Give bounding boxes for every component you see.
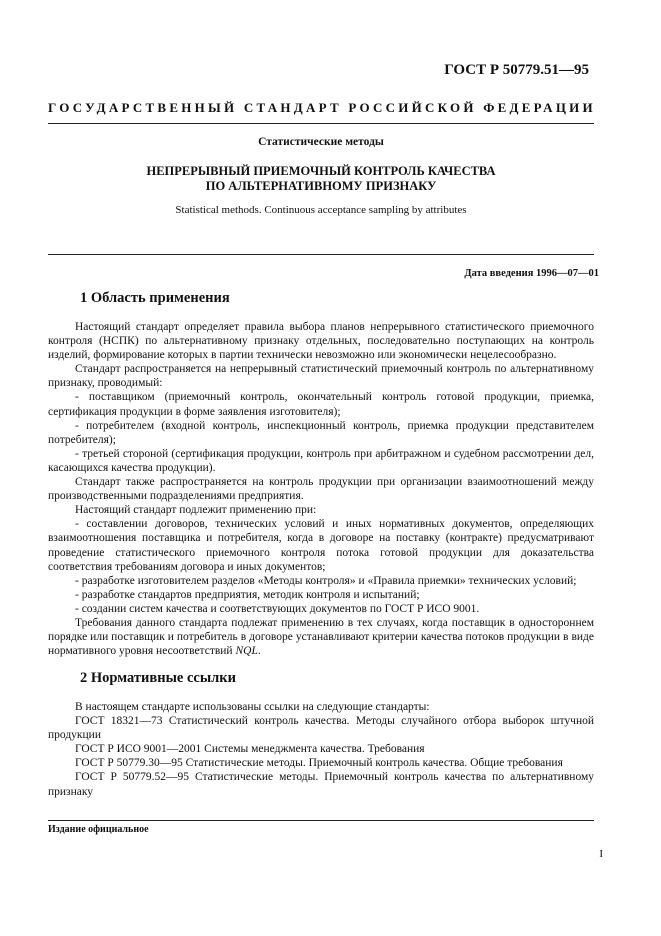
list-item: - создании систем качества и соответствующих документов по ГОСТ Р ИСО 9001. — [75, 602, 480, 615]
document-title — [48, 164, 594, 194]
header-bottom-rule — [48, 254, 594, 255]
top-rule — [48, 123, 594, 124]
list-item: - третьей стороной (сертификация продукции, контроль при арбитражном и судебном рассмотрении дел, касающихся качества продукции). — [48, 447, 594, 474]
reference-item: ГОСТ Р 50779.52—95 Статистические методы. Приемочный контроль качества по альтернативному признаку — [48, 771, 594, 798]
nql-period: . — [257, 645, 261, 658]
reference-item: ГОСТ Р ИСО 9001—2001 Системы менеджмента качества. Требования — [75, 743, 425, 756]
section-1-body — [48, 320, 594, 658]
section-2-heading: 2 Нормативные ссылки — [80, 670, 236, 686]
list-item: - потребителем (входной контроль, инспекционный контроль, приемка продукции представителем потребителя); — [48, 419, 594, 446]
paragraph-nql — [48, 616, 594, 658]
paragraph: Стандарт также распространяется на контроль продукции при организации взаимоотношений между производственными подразделениями предприятия. — [48, 476, 594, 503]
introduction-date: Дата введения 1996—07—01 — [464, 268, 599, 279]
paragraph: Настоящий стандарт подлежит применению при: — [75, 504, 317, 517]
list-item: - поставщиком (приемочный контроль, окончательный контроль готовой продукции, приемка, сертификация продукции в форме заявления изготовителя); — [48, 391, 594, 418]
official-edition-note: Издание официальное — [48, 824, 149, 835]
title-line-1: НЕПРЕРЫВНЫЙ ПРИЕМОЧНЫЙ КОНТРОЛЬ КАЧЕСТВА — [146, 164, 496, 178]
title-line-2: ПО АЛЬТЕРНАТИВНОМУ ПРИЗНАКУ — [205, 179, 437, 193]
list-item: - разработке изготовителем разделов «Методы контроля» и «Правила приемки» технических условий; — [75, 574, 577, 587]
standard-code: ГОСТ Р 50779.51—95 — [444, 62, 589, 78]
section-1-heading: 1 Область применения — [80, 290, 230, 306]
english-title: Statistical methods. Continuous acceptance sampling by attributes — [175, 204, 467, 216]
list-item: - составлении договоров, технических условий и иных нормативных документов, определяющих взаимоотношения поставщика и потребителя, когда в договоре на поставку (контракте) предусматривают проведение статистического приемочного контроля потока готовой продукции для доказательства соответствия требованиям договора и иных документов; — [48, 518, 594, 573]
nql-sentence: Требования данного стандарта подлежат применению в тех случаях, когда поставщик в одностороннем порядке или поставщик и потребитель в договоре устанавливают критерии качества потоков продукции в виде нормативного уровня несоответствий — [48, 616, 594, 658]
reference-item: ГОСТ 18321—73 Статистический контроль качества. Методы случайного отбора выборок штучной продукции — [48, 715, 594, 742]
footer-rule — [48, 820, 594, 821]
gov-standard-line: ГОСУДАРСТВЕННЫЙ СТАНДАРТ РОССИЙСКОЙ ФЕДЕРАЦИИ — [48, 100, 596, 115]
paragraph: В настоящем стандарте использованы ссылки на следующие стандарты: — [75, 701, 430, 713]
nql-term: NQL — [235, 645, 258, 658]
page-number: I — [599, 848, 603, 860]
reference-item: ГОСТ Р 50779.30—95 Статистические методы. Приемочный контроль качества. Общие требования — [75, 757, 563, 770]
paragraph: Настоящий стандарт определяет правила выбора планов непрерывного статистического приемочного контроля (НСПК) по альтернативному признаку отдельных, последовательно поступающих на контроль изделий, формирование которых в партии технически невозможно или экономически нецелесообразно. — [48, 321, 594, 362]
paragraph: Стандарт распространяется на непрерывный статистический приемочный контроль по альтернативному признаку, проводимый: — [48, 363, 594, 390]
list-item: - разработке стандартов предприятия, методик контроля и испытаний; — [75, 588, 420, 601]
section-2-body — [48, 700, 594, 799]
subtitle: Статистические методы — [258, 136, 384, 148]
